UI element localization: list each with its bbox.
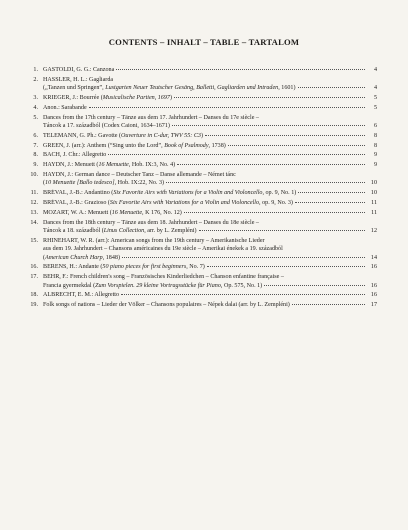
entry-line <box>43 291 377 299</box>
entry-number: 19. <box>30 302 38 309</box>
toc-entry <box>25 161 377 169</box>
dot-leader <box>298 87 366 88</box>
page-number: 14 <box>370 254 377 261</box>
dot-leader <box>205 135 365 136</box>
text-segment: Dances from the 17th century – Tänze aus dem 17. Jahrhundert – Danses du 17e siècle – <box>43 114 259 121</box>
toc-entry <box>25 114 377 131</box>
text-segment: Táncok a 18. századból ( <box>43 227 104 234</box>
text-segment: ) <box>169 95 172 101</box>
entry-number: 14. <box>30 219 38 226</box>
entry-line <box>43 219 377 227</box>
dot-leader <box>199 230 365 231</box>
text-segment: BRÉVAL, J.-B.: Andantino ( <box>43 190 114 197</box>
title-italic: 10 Menuette [Ballo tedesco] <box>45 180 115 187</box>
entry-line-text <box>43 273 284 281</box>
text-segment: , K 176, No. 12) <box>142 209 182 216</box>
page-number: 8 <box>373 142 377 149</box>
text-segment: RHINEHART, W. R. (arr.): American songs from the 19th century – Amerikanische Lieder <box>43 237 265 244</box>
entry-line <box>43 199 377 207</box>
entry-line <box>43 66 377 74</box>
entry-line-text <box>43 291 119 299</box>
entry-line <box>43 151 377 159</box>
toc-entry <box>25 237 377 262</box>
entry-line <box>43 132 377 140</box>
page-number: 12 <box>370 227 377 234</box>
entry-line-text <box>43 282 262 290</box>
text-segment: , Op. 575, No. 1) <box>220 282 263 289</box>
contents-list <box>25 66 377 310</box>
dot-leader <box>295 202 365 203</box>
entry-line <box>43 282 377 290</box>
entry-number: 18. <box>30 292 38 299</box>
page-number: 4 <box>373 67 377 73</box>
text-segment: ALBRECHT, E. M.: Allegretto <box>43 292 120 299</box>
entry-number: 2. <box>33 76 38 83</box>
entry-line <box>43 209 377 217</box>
entry-text <box>43 291 377 299</box>
dot-leader <box>108 154 365 155</box>
entry-number: 9. <box>33 162 38 169</box>
title-italic: Book of Psalmody <box>164 142 209 149</box>
toc-entry <box>25 189 377 197</box>
page-number: 9 <box>373 152 377 159</box>
text-segment: Folk songs of nations – Lieder der Völker – Chansons populaires – Népek dalai (arr. by L. Zempléni) <box>43 302 290 309</box>
entry-number: 11. <box>30 190 38 197</box>
text-segment: , No. 7) <box>186 264 205 271</box>
page-number: 11 <box>371 209 377 216</box>
entry-number: 7. <box>33 142 38 149</box>
page-number: 16 <box>370 292 377 299</box>
toc-entry <box>25 171 377 188</box>
page-number: 16 <box>370 264 377 271</box>
text-segment: KRIEGER, J.: Bourrée ( <box>43 95 103 101</box>
title-italic: 16 Menuette <box>98 162 129 169</box>
entry-line-text <box>43 227 197 235</box>
entry-line <box>43 179 377 187</box>
text-segment: HASSLER, H. L.: Gagliarda <box>43 76 114 83</box>
entry-line-text <box>43 189 296 197</box>
entry-text <box>43 76 377 93</box>
entry-text <box>43 66 377 74</box>
dot-leader <box>298 192 365 193</box>
entry-line <box>43 76 377 84</box>
text-segment: , 1848) <box>102 254 120 261</box>
page-number: 16 <box>370 282 377 289</box>
title-italic: Six Favorite Airs with Variations for a Violin and Violoncello <box>113 190 263 197</box>
toc-entry <box>25 199 377 207</box>
entry-line-text <box>43 301 290 309</box>
entry-text <box>43 132 377 140</box>
dot-leader <box>116 69 365 70</box>
dot-leader <box>207 266 365 267</box>
dot-leader <box>172 125 365 126</box>
entry-number: 13. <box>30 209 38 216</box>
dot-leader <box>264 285 365 286</box>
text-segment: , 1738) <box>208 142 226 149</box>
text-segment: HAYDN, J.: Menuett ( <box>43 162 99 169</box>
text-segment: , Hob. IX:3, No. 4) <box>128 162 176 169</box>
entry-line <box>43 171 377 179</box>
entry-line <box>43 114 377 122</box>
page-number: 8 <box>373 132 377 139</box>
text-segment: MOZART, W. A.: Menuett ( <box>43 209 112 216</box>
entry-line <box>43 142 377 150</box>
entry-line-text <box>43 66 114 74</box>
text-segment: , 1601) <box>278 85 296 92</box>
entry-line-text <box>43 237 265 245</box>
entry-text <box>43 114 377 131</box>
entry-number: 17. <box>30 274 38 281</box>
toc-entry <box>25 142 377 150</box>
entry-text <box>43 209 377 217</box>
entry-line-text <box>43 122 170 130</box>
text-segment: HAYDN, J.: German dance – Deutscher Tanz – Danse allemande – Német tánc <box>43 171 236 178</box>
entry-line-text <box>43 254 120 262</box>
title-italic: Ouverture in C-dur, TWV 55: C3 <box>121 132 201 139</box>
entry-text <box>43 151 377 159</box>
page-number: 4 <box>373 85 377 92</box>
page-number: 10 <box>370 190 377 197</box>
entry-line-text <box>43 209 182 217</box>
text-segment: , Hob. IX:22, No. 3) <box>114 180 165 187</box>
entry-line <box>43 237 377 245</box>
entry-line <box>43 227 377 235</box>
entry-text <box>43 189 377 197</box>
dot-leader <box>174 97 365 98</box>
entry-line-text <box>43 76 113 84</box>
text-segment: BRÉVAL, J.-B.: Grazioso ( <box>43 199 110 206</box>
page-number: 11 <box>371 199 377 206</box>
entry-line <box>43 122 377 130</box>
entry-line-text <box>43 94 172 102</box>
entry-line <box>43 301 377 309</box>
title-italic: Linus Collection <box>103 227 145 234</box>
entry-number: 5. <box>33 114 38 121</box>
entry-text <box>43 161 377 169</box>
text-segment: Anon.: Sarabande <box>43 104 87 111</box>
entry-line <box>43 104 377 112</box>
entry-text <box>43 273 377 290</box>
entry-text <box>43 199 377 207</box>
text-segment: BERENS, H.: Andante ( <box>43 264 103 271</box>
entry-line-text <box>43 199 293 207</box>
entry-line-text <box>43 179 164 187</box>
entry-line-text <box>43 114 259 122</box>
text-segment: Táncok a 17. századból (Codex Caioni, 1634–1671) <box>43 123 170 129</box>
entry-line-text <box>43 171 236 179</box>
entry-line <box>43 94 377 102</box>
entry-line-text <box>43 104 87 112</box>
text-segment: , op. 9, No. 1) <box>262 190 297 197</box>
entry-line-text <box>43 142 226 150</box>
contents-heading: CONTENTS – INHALT – TABLE – TARTALOM <box>108 37 300 47</box>
dot-leader <box>177 164 365 165</box>
dot-leader <box>166 182 365 183</box>
entry-line <box>43 263 377 271</box>
text-segment: ) <box>200 132 203 139</box>
page-number: 17 <box>370 302 377 309</box>
title-italic: American Church Harp <box>45 254 103 261</box>
toc-entry <box>25 94 377 102</box>
entry-number: 1. <box>33 67 38 73</box>
toc-entry <box>25 66 377 74</box>
toc-entry <box>25 273 377 290</box>
dot-leader <box>121 294 365 295</box>
text-segment: GASTOLDI, G. G.: Canzona <box>43 67 115 73</box>
title-italic: Musicalische Partien, 1697 <box>102 95 170 101</box>
entry-text <box>43 263 377 271</box>
dot-leader <box>292 304 365 305</box>
text-segment: („Tanzen und Springen”, <box>43 85 106 92</box>
text-segment: BACH, J. Chr.: Allegretto <box>43 152 107 159</box>
entry-line-text <box>43 151 106 159</box>
entry-number: 8. <box>33 152 38 159</box>
dot-leader <box>122 257 365 258</box>
title-italic: 16 Menuette <box>111 209 143 216</box>
entry-text <box>43 237 377 262</box>
title-italic: Six Favorite Airs with Variations for a Violin and Violoncello <box>109 199 260 206</box>
text-segment: BEHR, F.: French children's song – Französisches Kinderliedchen – Chanson enfantine française – <box>43 274 284 281</box>
entry-number: 4. <box>33 104 38 111</box>
text-segment: aus dem 19. Jahrhundert – Chansons américaines du 19e siècle – Amerikai énekek a 19. századból <box>43 246 283 253</box>
entry-line <box>43 254 377 262</box>
page-number: 6 <box>373 123 377 129</box>
page-number: 5 <box>373 104 377 111</box>
toc-entry <box>25 291 377 299</box>
toc-entry <box>25 132 377 140</box>
toc-entry <box>25 151 377 159</box>
entry-text <box>43 171 377 188</box>
entry-number: 10. <box>30 171 38 178</box>
entry-line-text <box>43 84 296 92</box>
toc-entry <box>25 209 377 217</box>
title-italic: Lustgarten Neuer Teutscher Gesäng, Balletti, Gagliarden und Intraden <box>105 85 279 92</box>
entry-line <box>43 245 377 253</box>
text-segment: TELEMANN, G. Ph.: Gavotte ( <box>43 132 122 139</box>
dot-leader <box>184 212 365 213</box>
toc-entry <box>25 104 377 112</box>
page-number: 5 <box>373 95 377 101</box>
entry-number: 3. <box>33 95 38 101</box>
entry-text <box>43 142 377 150</box>
text-segment: , op. 9, No. 3) <box>259 199 293 206</box>
entry-number: 6. <box>33 132 38 139</box>
text-segment: Francia gyermekdal ( <box>43 282 96 289</box>
toc-entry <box>25 301 377 309</box>
toc-entry <box>25 219 377 236</box>
entry-line-text <box>43 245 283 253</box>
entry-line <box>43 161 377 169</box>
title-italic: 50 piano pieces for first beginners <box>102 264 187 271</box>
toc-entry <box>25 263 377 271</box>
entry-line-text <box>43 219 259 227</box>
entry-number: 16. <box>30 264 38 271</box>
page-number: 10 <box>370 180 377 187</box>
page-number: 9 <box>373 162 377 169</box>
entry-line-text <box>43 263 205 271</box>
entry-number: 15. <box>30 237 38 244</box>
entry-text <box>43 301 377 309</box>
entry-text <box>43 94 377 102</box>
entry-line <box>43 189 377 197</box>
text-segment: ( <box>43 254 46 261</box>
text-segment: , arr. by L. Zempléni) <box>144 227 197 234</box>
entry-text <box>43 104 377 112</box>
entry-line <box>43 84 377 92</box>
entry-line-text <box>43 132 203 140</box>
toc-entry <box>25 76 377 93</box>
text-segment: Dances from the 18th century – Tänze aus dem 18. Jahrhundert – Danses du 18e siècle – <box>43 219 259 226</box>
title-italic: Zum Vorspielen. 29 kleine Vortragsstücke für Piano <box>95 282 221 289</box>
entry-line-text <box>43 161 175 169</box>
entry-text <box>43 219 377 236</box>
dot-leader <box>228 145 365 146</box>
text-segment: GREEN, J. (arr.): Anthem (“Sing unto the Lord”, <box>43 142 165 149</box>
entry-number: 12. <box>30 199 38 206</box>
dot-leader <box>89 107 365 108</box>
text-segment: ( <box>43 180 46 187</box>
entry-line <box>43 273 377 281</box>
